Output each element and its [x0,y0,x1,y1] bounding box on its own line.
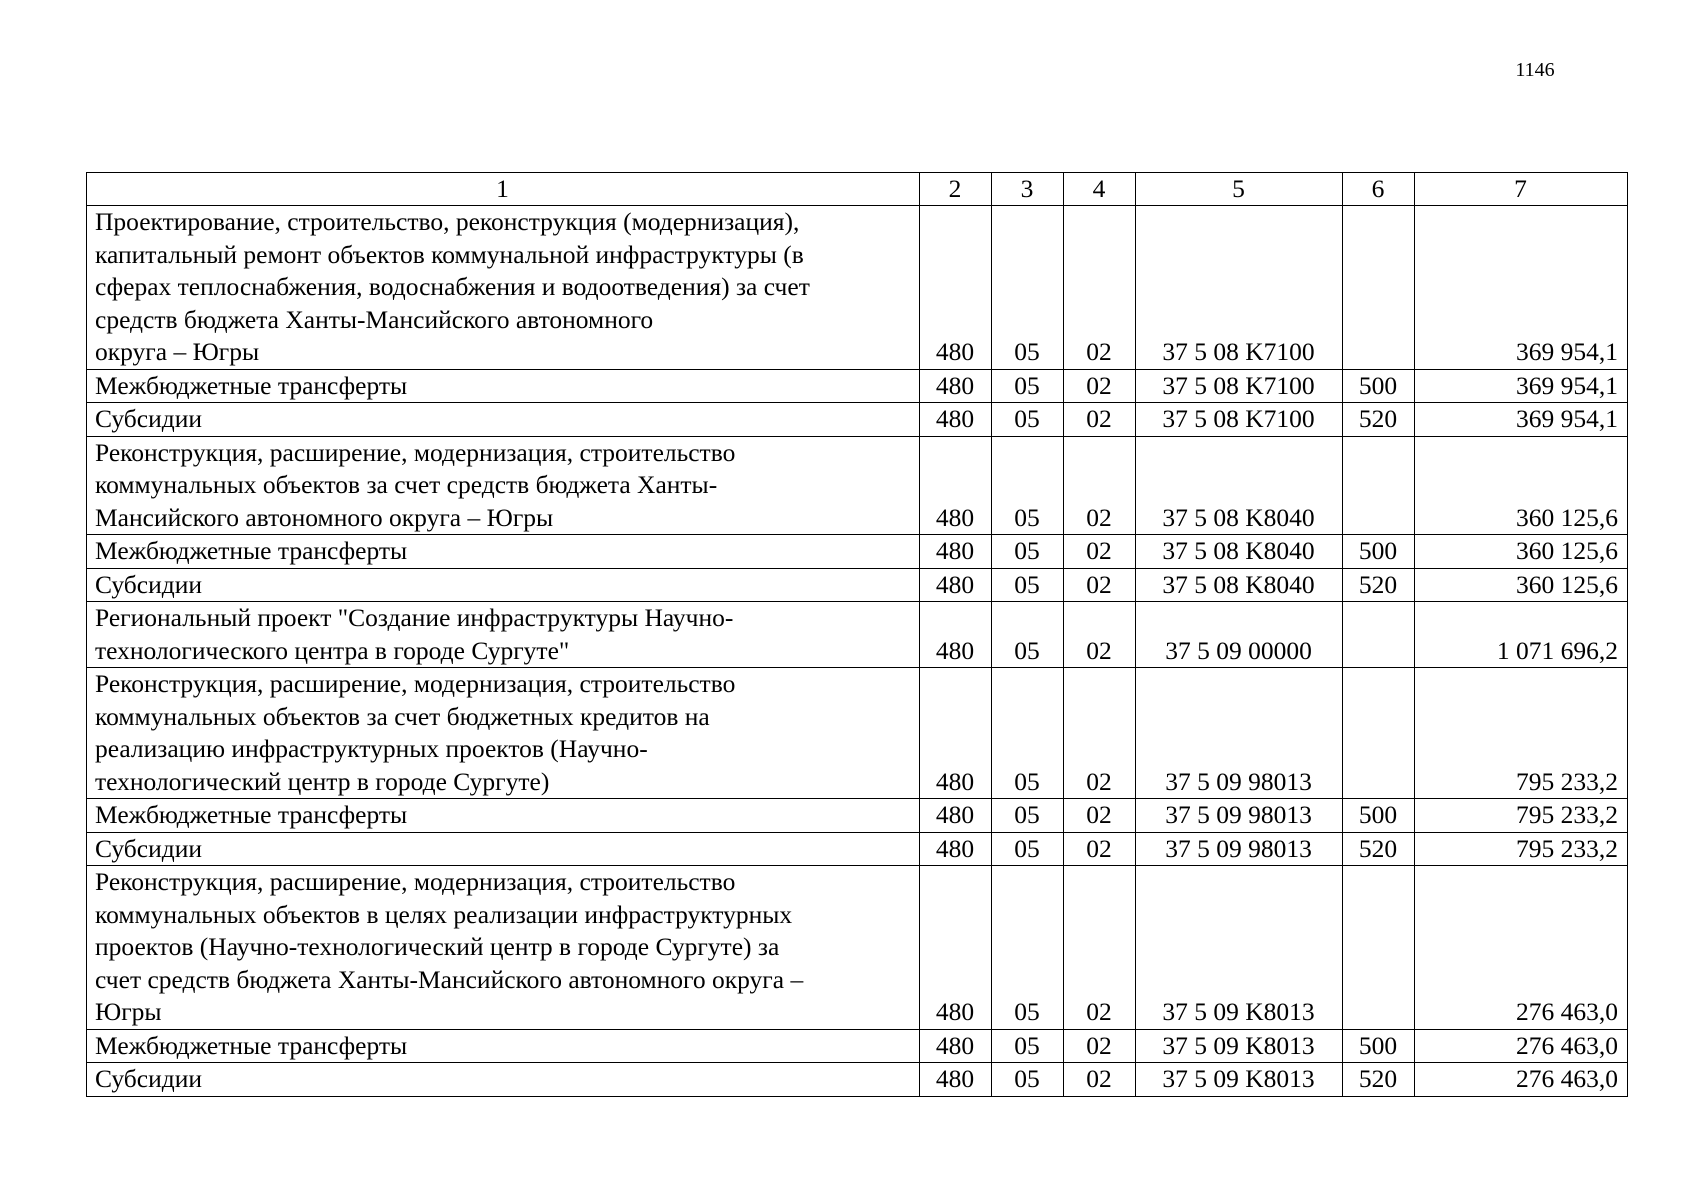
table-body [87,173,1628,1097]
amount-cell: 369 954,1 [1415,403,1628,437]
section-code-cell: 05 [992,436,1064,535]
target-article-cell: 37 5 09 K8013 [1136,866,1343,1030]
item-name-line: Субсидии [95,569,202,599]
expense-type-cell [1343,866,1415,1030]
amount-cell: 369 954,1 [1415,206,1628,370]
section-code-cell: 05 [992,206,1064,370]
target-article-cell: 37 5 08 K8040 [1136,436,1343,535]
target-article-cell: 37 5 08 K8040 [1136,535,1343,569]
item-name-line: Межбюджетные трансферты [95,536,408,565]
section-code-cell: 05 [992,1029,1064,1063]
table-row [87,866,1628,1030]
expense-type-cell: 520 [1343,403,1415,437]
item-name-line: Реконструкция, расширение, модернизация, строительство [95,669,736,698]
header-cell: 7 [1415,173,1628,206]
item-name-line: Межбюджетные трансферты [95,370,408,400]
subsection-code-cell: 02 [1064,668,1136,799]
subsection-code-cell: 02 [1064,1063,1136,1097]
table-row [87,403,1628,437]
item-name-line: коммунальных объектов в целях реализации инфраструктурных [95,899,793,929]
admin-code-cell: 480 [920,799,992,833]
item-name-line: Субсидии [95,833,202,863]
admin-code-cell: 480 [920,568,992,602]
item-name-cell [87,369,920,403]
table-row [87,206,1628,370]
table-header-row [87,173,1628,206]
item-name-cell [87,403,920,437]
table-row [87,668,1628,799]
admin-code-cell: 480 [920,403,992,437]
target-article-cell: 37 5 09 98013 [1136,799,1343,833]
target-article-cell: 37 5 09 98013 [1136,832,1343,866]
item-name-line: Межбюджетные трансферты [95,800,408,829]
item-name-line: Региональный проект "Создание инфраструктуры Научно- [95,603,734,632]
subsection-code-cell: 02 [1064,403,1136,437]
table-row [87,799,1628,833]
table-row [87,436,1628,535]
item-name-line: технологического центра в городе Сургуте" [95,635,570,665]
section-code-cell: 05 [992,535,1064,569]
amount-cell: 360 125,6 [1415,436,1628,535]
section-code-cell: 05 [992,799,1064,833]
expense-type-cell [1343,602,1415,668]
item-name-line: сферах теплоснабжения, водоснабжения и водоотведения) за счет [95,272,810,301]
table-row [87,832,1628,866]
budget-table [86,172,1628,1097]
expense-type-cell: 500 [1343,1029,1415,1063]
amount-cell: 795 233,2 [1415,799,1628,833]
target-article-cell: 37 5 08 K7100 [1136,403,1343,437]
item-name-cell [87,436,920,535]
item-name-line: Проектирование, строительство, реконструкция (модернизация), [95,207,800,236]
item-name-line: капитальный ремонт объектов коммунальной инфраструктуры (в [95,239,804,269]
target-article-cell: 37 5 09 98013 [1136,668,1343,799]
expense-type-cell [1343,436,1415,535]
table-row [87,568,1628,602]
item-name-line: реализацию инфраструктурных проектов (Научно- [95,734,648,763]
section-code-cell: 05 [992,866,1064,1030]
table-row [87,602,1628,668]
section-code-cell: 05 [992,602,1064,668]
page-number: 1146 [1515,59,1555,81]
item-name-line: Субсидии [95,1064,202,1093]
target-article-cell: 37 5 08 K8040 [1136,568,1343,602]
header-cell: 6 [1343,173,1415,206]
admin-code-cell: 480 [920,832,992,866]
expense-type-cell: 520 [1343,1063,1415,1097]
subsection-code-cell: 02 [1064,436,1136,535]
admin-code-cell: 480 [920,668,992,799]
table-row [87,1063,1628,1097]
target-article-cell: 37 5 09 K8013 [1136,1029,1343,1063]
item-name-cell [87,832,920,866]
target-article-cell: 37 5 09 00000 [1136,602,1343,668]
amount-cell: 360 125,6 [1415,568,1628,602]
target-article-cell: 37 5 08 K7100 [1136,206,1343,370]
item-name-line: средств бюджета Ханты-Мансийского автономного [95,304,654,334]
target-article-cell: 37 5 09 K8013 [1136,1063,1343,1097]
section-code-cell: 05 [992,1063,1064,1097]
item-name-cell [87,535,920,569]
expense-type-cell: 500 [1343,369,1415,403]
item-name-line: Субсидии [95,404,202,433]
admin-code-cell: 480 [920,866,992,1030]
admin-code-cell: 480 [920,1063,992,1097]
subsection-code-cell: 02 [1064,206,1136,370]
header-cell: 2 [920,173,992,206]
expense-type-cell: 500 [1343,799,1415,833]
table-row [87,535,1628,569]
item-name-line: технологический центр в городе Сургуте) [95,766,550,796]
item-name-line: счет средств бюджета Ханты-Мансийского автономного округа – [95,964,804,994]
header-cell: 4 [1064,173,1136,206]
amount-cell: 795 233,2 [1415,668,1628,799]
amount-cell: 276 463,0 [1415,1063,1628,1097]
header-cell: 3 [992,173,1064,206]
subsection-code-cell: 02 [1064,369,1136,403]
item-name-line: Реконструкция, расширение, модернизация, строительство [95,437,736,467]
expense-type-cell: 520 [1343,832,1415,866]
section-code-cell: 05 [992,568,1064,602]
section-code-cell: 05 [992,668,1064,799]
admin-code-cell: 480 [920,602,992,668]
expense-type-cell: 500 [1343,535,1415,569]
expense-type-cell [1343,668,1415,799]
admin-code-cell: 480 [920,1029,992,1063]
amount-cell: 360 125,6 [1415,535,1628,569]
item-name-cell [87,799,920,833]
item-name-line: коммунальных объектов за счет средств бюджета Ханты- [95,470,718,499]
admin-code-cell: 480 [920,535,992,569]
subsection-code-cell: 02 [1064,832,1136,866]
item-name-cell [87,206,920,370]
expense-type-cell [1343,206,1415,370]
subsection-code-cell: 02 [1064,799,1136,833]
item-name-line: проектов (Научно-технологический центр в городе Сургуте) за [95,932,780,961]
item-name-cell [87,602,920,668]
amount-cell: 276 463,0 [1415,1029,1628,1063]
item-name-cell [87,1063,920,1097]
item-name-cell [87,866,920,1030]
item-name-line: Межбюджетные трансферты [95,1030,408,1060]
subsection-code-cell: 02 [1064,1029,1136,1063]
item-name-line: Мансийского автономного округа – Югры [95,502,554,532]
admin-code-cell: 480 [920,206,992,370]
amount-cell: 795 233,2 [1415,832,1628,866]
item-name-cell [87,668,920,799]
amount-cell: 369 954,1 [1415,369,1628,403]
subsection-code-cell: 02 [1064,568,1136,602]
item-name-line: Югры [95,997,162,1026]
section-code-cell: 05 [992,403,1064,437]
item-name-line: коммунальных объектов за счет бюджетных кредитов на [95,701,710,731]
subsection-code-cell: 02 [1064,602,1136,668]
amount-cell: 276 463,0 [1415,866,1628,1030]
table-row [87,369,1628,403]
admin-code-cell: 480 [920,369,992,403]
header-cell: 5 [1136,173,1343,206]
subsection-code-cell: 02 [1064,866,1136,1030]
expense-type-cell: 520 [1343,568,1415,602]
item-name-cell [87,568,920,602]
header-cell: 1 [87,173,920,206]
section-code-cell: 05 [992,832,1064,866]
target-article-cell: 37 5 08 K7100 [1136,369,1343,403]
subsection-code-cell: 02 [1064,535,1136,569]
item-name-cell [87,1029,920,1063]
amount-cell: 1 071 696,2 [1415,602,1628,668]
table-row [87,1029,1628,1063]
item-name-line: Реконструкция, расширение, модернизация, строительство [95,867,736,896]
admin-code-cell: 480 [920,436,992,535]
section-code-cell: 05 [992,369,1064,403]
item-name-line: округа – Югры [95,337,260,366]
